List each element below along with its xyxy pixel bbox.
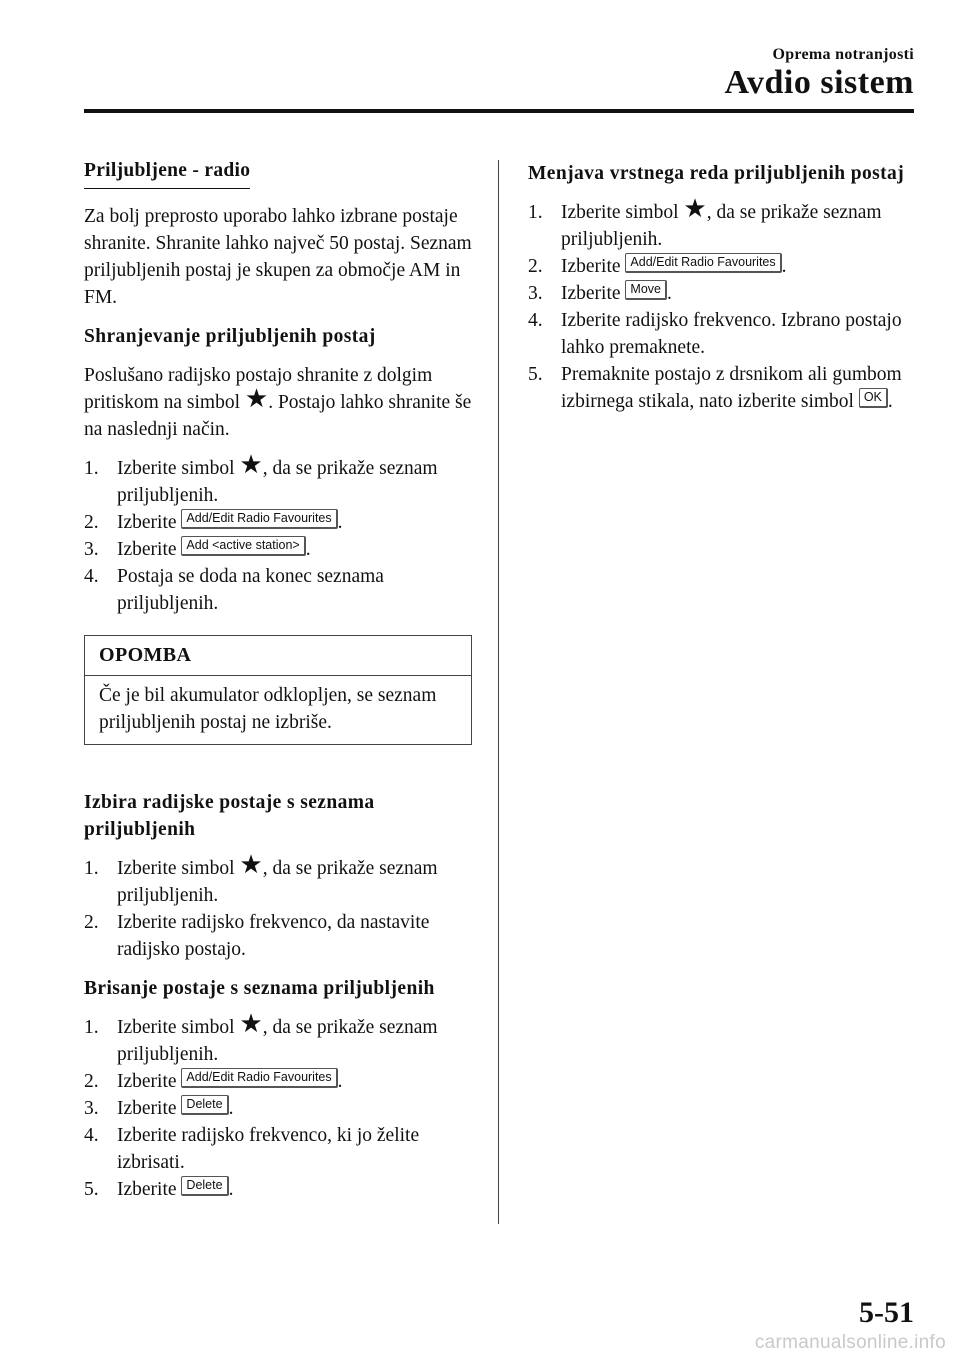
star-icon: ★ — [683, 194, 707, 224]
step-text: . — [337, 1071, 343, 1092]
step-text: , da se prikaže seznam priljubljenih. — [117, 458, 438, 506]
star-icon: ★ — [244, 384, 269, 414]
note-box — [84, 635, 472, 745]
screen-button-label: Add/Edit Radio Favourites — [181, 1068, 337, 1088]
list-item — [84, 1009, 472, 1068]
list-item — [84, 1068, 472, 1095]
save-para-a: Poslušano radijsko postajo shranite z dolgim pritiskom na simbol — [84, 365, 433, 413]
delete-heading: Brisanje postaje s seznama priljubljenih — [84, 978, 435, 999]
header-chapter: Avdio sistem — [724, 64, 914, 101]
step-text: Premaknite postajo z drsnikom ali gumbom izbirnega stikala, nato izberite simbol — [561, 364, 902, 412]
step-number: 3. — [528, 283, 543, 304]
page-number: 5-51 — [859, 1296, 914, 1329]
select-steps — [84, 850, 472, 963]
save-para-b: . Postajo lahko shranite še na naslednji način. — [84, 392, 472, 440]
step-text: , da se prikaže seznam priljubljenih. — [117, 1017, 438, 1065]
step-text: Izberite radijsko frekvenco. Izbrano postajo lahko premaknete. — [561, 310, 902, 358]
step-text: . — [667, 283, 672, 304]
reorder-heading: Menjava vrstnega reda priljubljenih postaj — [528, 163, 905, 184]
step-text: . — [305, 539, 311, 560]
list-item — [528, 253, 920, 280]
screen-button-label: Delete — [181, 1176, 228, 1196]
column-divider — [498, 160, 499, 1224]
save-steps — [84, 450, 472, 617]
screen-button-label: Add/Edit Radio Favourites — [625, 253, 781, 273]
step-text: Izberite — [117, 539, 182, 560]
header-rule — [84, 109, 914, 113]
list-item — [528, 280, 920, 307]
step-text: Postaja se doda na konec seznama priljubljenih. — [117, 566, 384, 614]
step-number: 3. — [84, 1098, 99, 1119]
save-heading: Shranjevanje priljubljenih postaj — [84, 326, 376, 347]
step-text: Izberite — [117, 512, 182, 533]
note-title: OPOMBA — [85, 636, 471, 676]
list-item — [84, 563, 472, 617]
step-text: , da se prikaže seznam priljubljenih. — [561, 202, 882, 250]
star-icon: ★ — [239, 1009, 263, 1039]
step-number: 5. — [84, 1179, 99, 1200]
step-text: Izberite — [117, 1071, 182, 1092]
list-item — [84, 909, 472, 963]
step-text: . — [781, 256, 787, 277]
step-number: 4. — [84, 566, 99, 587]
delete-steps — [84, 1009, 472, 1203]
step-text: Izberite — [117, 1179, 182, 1200]
reorder-steps — [528, 194, 920, 415]
step-text: Izberite simbol — [117, 458, 240, 479]
step-text: . — [228, 1098, 234, 1119]
list-item — [84, 509, 472, 536]
section-title: Priljubljene - radio — [84, 160, 250, 189]
step-number: 5. — [528, 364, 543, 385]
list-item — [84, 1122, 472, 1176]
screen-button-label: Delete — [181, 1095, 228, 1115]
select-heading: Izbira radijske postaje s seznama priljubljenih — [84, 792, 375, 840]
screen-button-label: Move — [625, 280, 667, 300]
step-number: 2. — [528, 256, 543, 277]
step-text: . — [887, 391, 893, 412]
intro-paragraph: Za bolj preprosto uporabo lahko izbrane postaje shranite. Shranite lahko največ 50 postaj. Seznam priljubljenih postaj je skupen za območje AM in FM. — [84, 206, 472, 308]
step-text: Izberite simbol — [561, 202, 684, 223]
step-number: 4. — [84, 1125, 99, 1146]
list-item — [528, 361, 920, 415]
step-number: 3. — [84, 539, 99, 560]
list-item — [528, 194, 920, 253]
note-text: Če je bil akumulator odklopljen, se seznam priljubljenih postaj ne izbriše. — [99, 685, 437, 733]
watermark: carmanualsonline.info — [754, 1332, 946, 1353]
list-item — [84, 850, 472, 909]
list-item — [528, 307, 920, 361]
step-number: 1. — [528, 202, 543, 223]
step-text: Izberite — [117, 1098, 182, 1119]
right-column — [528, 160, 920, 427]
list-item — [84, 1176, 472, 1203]
star-icon: ★ — [239, 450, 263, 480]
list-item — [84, 450, 472, 509]
list-item — [84, 536, 472, 563]
star-icon: ★ — [239, 850, 263, 880]
step-text: . — [337, 512, 343, 533]
screen-button-label: Add/Edit Radio Favourites — [181, 509, 337, 529]
step-text: Izberite — [561, 283, 626, 304]
step-text: . — [228, 1179, 234, 1200]
step-number: 1. — [84, 1017, 99, 1038]
step-text: Izberite simbol — [117, 858, 240, 879]
step-text: Izberite simbol — [117, 1017, 240, 1038]
step-number: 1. — [84, 458, 99, 479]
left-column — [84, 160, 472, 1215]
step-number: 2. — [84, 1071, 99, 1092]
step-text: , da se prikaže seznam priljubljenih. — [117, 858, 438, 906]
step-number: 4. — [528, 310, 543, 331]
screen-button-label: Add <active station> — [181, 536, 305, 556]
step-text: Izberite radijsko frekvenco, da nastavite radijsko postajo. — [117, 912, 430, 960]
step-number: 2. — [84, 912, 99, 933]
step-number: 1. — [84, 858, 99, 879]
header-section: Oprema notranjosti — [772, 46, 914, 63]
list-item — [84, 1095, 472, 1122]
screen-button-label: OK — [859, 388, 888, 408]
step-number: 2. — [84, 512, 99, 533]
step-text: Izberite radijsko frekvenco, ki jo želite izbrisati. — [117, 1125, 420, 1173]
step-text: Izberite — [561, 256, 626, 277]
save-paragraph — [84, 362, 472, 443]
